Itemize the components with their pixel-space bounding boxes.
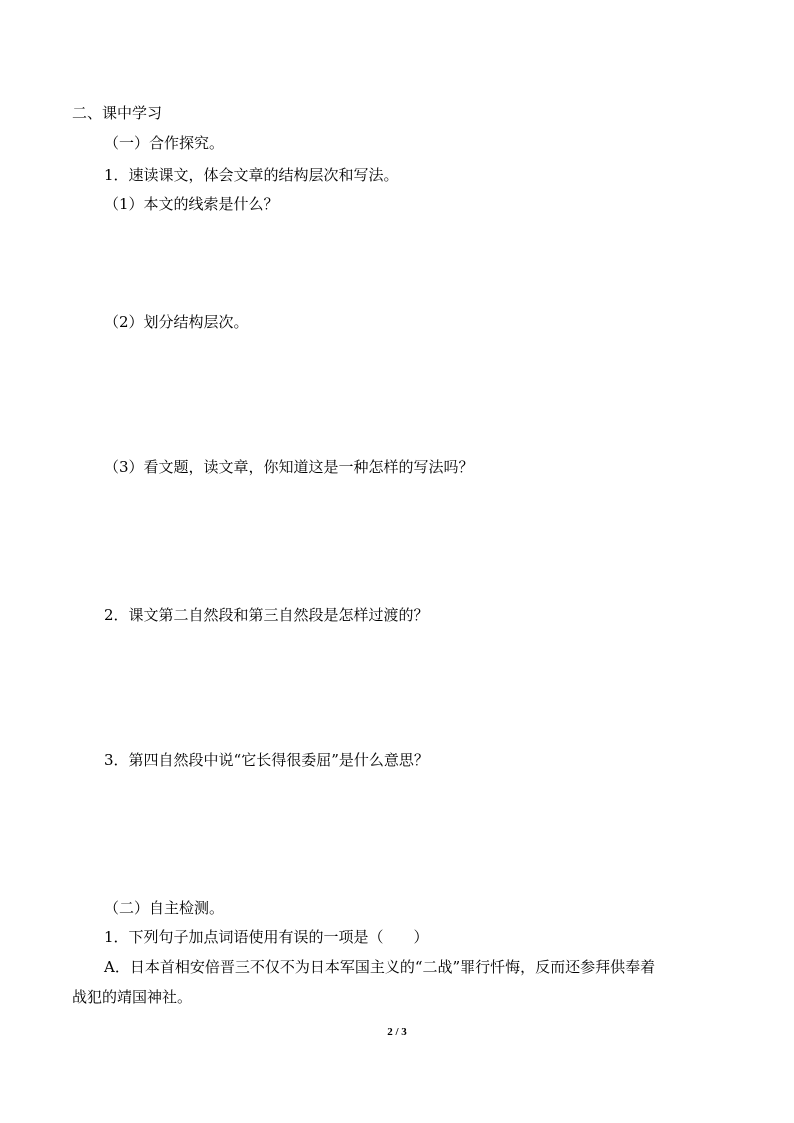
question-1: 1．速读课文，体会文章的结构层次和写法。	[104, 166, 399, 184]
option-a-line2: 战犯的靖国神社。	[72, 988, 193, 1006]
part2-heading: （二）自主检测。	[104, 899, 225, 917]
page-number: 2 / 3	[387, 1026, 407, 1038]
question-3: 3．第四自然段中说“它长得很委屈”是什么意思？	[104, 751, 429, 769]
option-a-line1: A．日本首相安倍晋三不仅不为日本军国主义的“二战”罪行忏悔，反而还参拜供奉着	[104, 958, 656, 976]
part1-heading: （一）合作探究。	[104, 134, 225, 152]
question-1-2: （2）划分结构层次。	[104, 313, 249, 331]
question-2: 2．课文第二自然段和第三自然段是怎样过渡的？	[104, 606, 429, 624]
section-title: 二、课中学习	[72, 104, 163, 122]
question-1-3: （3）看文题，读文章，你知道这是一种怎样的写法吗？	[104, 458, 474, 476]
test-question-1: 1．下列句子加点词语使用有误的一项是（ ）	[104, 928, 429, 946]
question-1-1: （1）本文的线索是什么？	[104, 195, 279, 213]
